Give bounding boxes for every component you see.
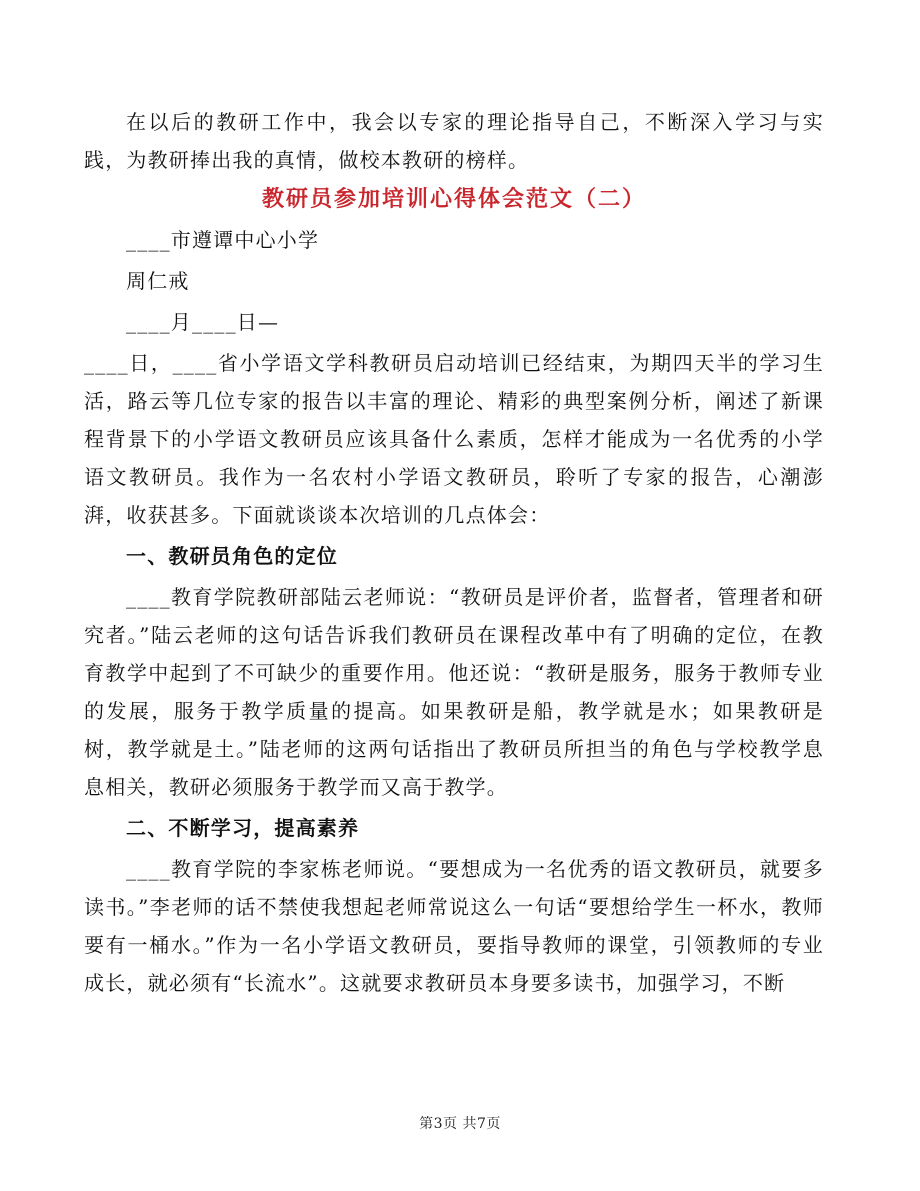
opening-paragraph: 在以后的教研工作中，我会以专家的理论指导自己，不断深入学习与实践，为教研捧出我的真情，做校本教研的榜样。: [84, 110, 824, 172]
document-title: 教研员参加培训心得体会范文（二）: [261, 186, 646, 212]
intro-paragraph: ____日，____省小学语文学科教研员启动培训已经结束，为期四天半的学习生活，路云等几位专家的报告以丰富的理论、精彩的典型案例分析，阐述了新课程背景下的小学语文教研员应该具备什么素质，怎样才能成为一名优秀的小学语文教研员。我作为一名农村小学语文教研员，聆听了专家的报告，心潮澎湃，收获甚多。下面就谈谈本次培训的几点体会：: [84, 351, 824, 527]
section-heading-1: 一、教研员角色的定位: [126, 544, 338, 568]
section-heading-2: 二、不断学习，提高素养: [126, 816, 360, 840]
document-body: [84, 103, 824, 1002]
page-footer: [0, 1113, 920, 1133]
section-paragraph-1: ____教育学院教研部陆云老师说：“教研员是评价者，监督者，管理者和研究者。”陆云老师的这句话告诉我们教研员在课程改革中有了明确的定位，在教育教学中起到了不可缺少的重要作用。他还说：“教研是服务，服务于教师专业的发展，服务于教学质量的提高。如果教研是船，教学就是水；如果教研是树，教学就是土。”陆老师的这两句话指出了教研员所担当的角色与学校教学息息相关，教研必须服务于教学而又高于教学。: [84, 585, 824, 799]
page-indicator: 第3页 共7页: [419, 1116, 501, 1132]
school-line: ____市遵谭中心小学: [126, 228, 320, 252]
date-line: ____月____日—: [126, 310, 280, 334]
section-paragraph-2: ____教育学院的李家栋老师说。“要想成为一名优秀的语文教研员，就要多读书。”李老师的话不禁使我想起老师常说这么一句话“要想给学生一杯水，教师要有一桶水。”作为一名小学语文教研员，要指导教师的课堂，引领教师的专业成长，就必须有“长流水”。这就要求教研员本身要多读书，加强学习，不断: [84, 857, 824, 995]
author-line: 周仁戒: [126, 269, 190, 293]
